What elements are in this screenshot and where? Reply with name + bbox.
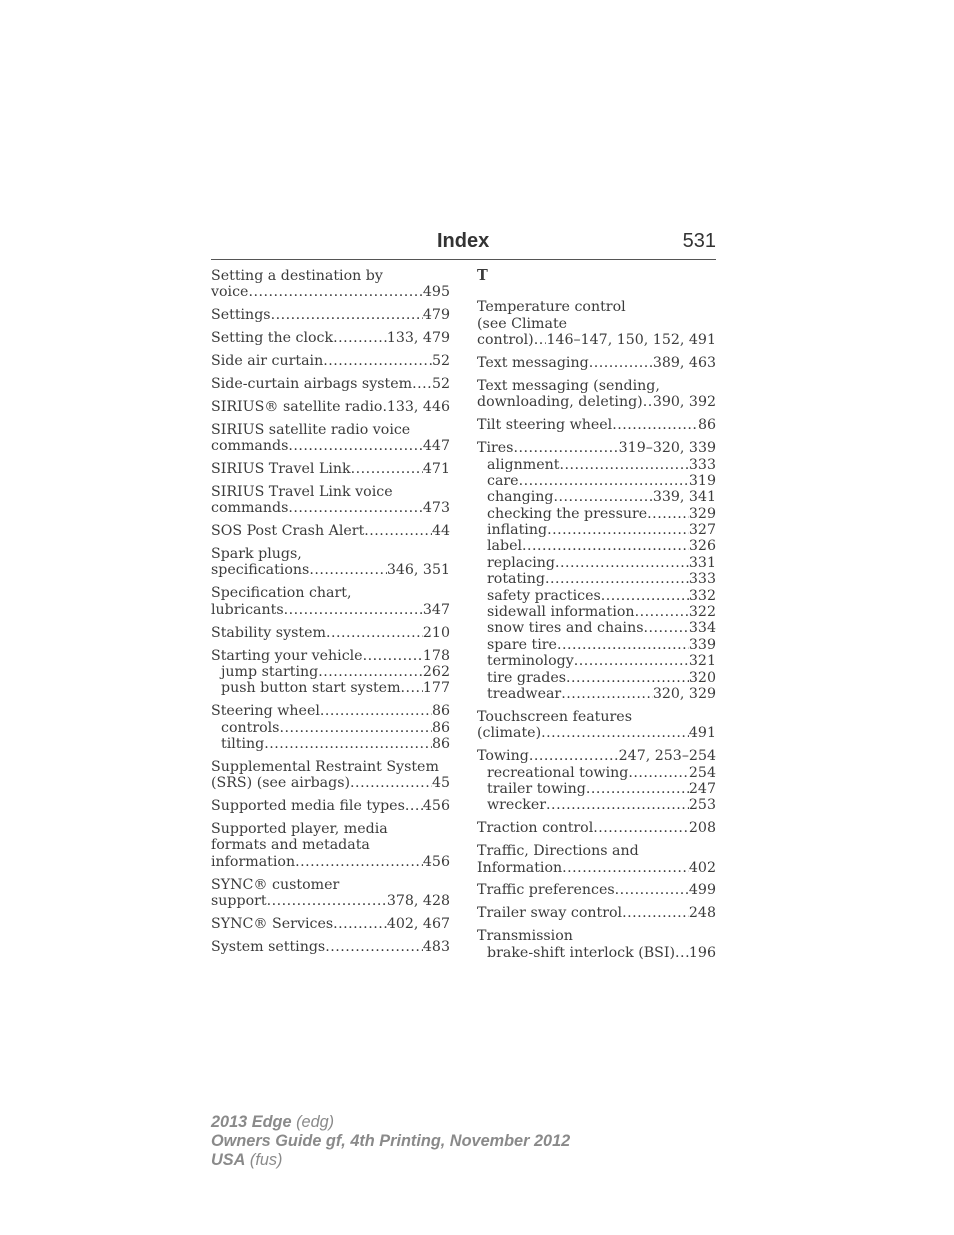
index-term: (SRS) (see airbags): [211, 775, 351, 792]
index-entry-line: [211, 775, 450, 791]
index-subentry: [477, 571, 716, 587]
index-entry-line: [211, 523, 450, 539]
index-page-ref: 329: [688, 505, 716, 522]
index-term: Settings: [211, 307, 271, 324]
index-page-ref: 44: [431, 523, 450, 540]
index-entry: [211, 376, 450, 392]
index-term: brake-shift interlock (BSI): [487, 944, 676, 961]
index-page-ref: 52: [431, 375, 450, 392]
index-term: care: [487, 472, 519, 489]
index-term: Traction control: [477, 820, 594, 837]
index-entry-line: [477, 417, 716, 433]
index-entry: [211, 307, 450, 323]
index-subentry: [477, 457, 716, 473]
index-term: replacing: [487, 554, 555, 571]
index-entry-line: [211, 916, 450, 932]
index-page-ref: 146–147, 150, 152, 491: [546, 332, 716, 349]
index-term: SOS Post Crash Alert: [211, 523, 365, 540]
index-subentry: [211, 720, 450, 736]
index-page-ref: 247, 253–254: [618, 748, 716, 765]
dot-leader: [557, 637, 689, 653]
index-term: information: [211, 853, 296, 870]
index-page-ref: 86: [697, 417, 716, 434]
index-term: Traffic preferences: [477, 882, 615, 899]
index-term-line: Touchscreen features: [477, 708, 632, 725]
index-entry: [477, 299, 716, 348]
index-entry-line: [211, 648, 450, 664]
index-term: Side-curtain airbags system: [211, 375, 413, 392]
index-page-ref: 456: [422, 853, 450, 870]
page-number: 531: [682, 230, 716, 252]
index-page-ref: 326: [688, 538, 716, 555]
dot-leader: [635, 604, 689, 620]
index-term-line: Spark plugs,: [211, 546, 302, 563]
index-term: downloading, deleting): [477, 394, 643, 411]
index-page-ref: 177: [422, 680, 450, 697]
index-entry-line: [211, 399, 450, 415]
dot-leader: [248, 284, 422, 300]
index-entry: [211, 821, 450, 870]
index-page-ref: 495: [422, 284, 450, 301]
index-term-line: (see Climate: [477, 315, 568, 332]
index-entry-line: [477, 355, 716, 371]
index-page-ref: 499: [688, 882, 716, 899]
dot-leader: [541, 725, 689, 741]
index-subentry: [477, 653, 716, 669]
index-page-ref: 319–320, 339: [618, 440, 716, 457]
index-term: voice: [211, 284, 249, 301]
dot-leader: [612, 417, 698, 433]
index-subentry: [477, 555, 716, 571]
dot-leader: [325, 939, 423, 955]
index-term: rotating: [487, 571, 545, 588]
dot-leader: [566, 670, 689, 686]
index-subentry: [211, 664, 450, 680]
dot-leader: [326, 625, 423, 641]
index-term: SIRIUS® satellite radio: [211, 398, 383, 415]
index-term: Stability system: [211, 624, 326, 641]
dot-leader: [615, 882, 689, 898]
index-page-ref: 339: [688, 636, 716, 653]
index-term: Setting the clock: [211, 330, 334, 347]
index-page-ref: 471: [422, 461, 450, 478]
index-term: snow tires and chains: [487, 620, 644, 637]
index-entry: [211, 877, 450, 910]
index-subentry: [477, 945, 716, 961]
dot-leader: [363, 648, 423, 664]
index-page-ref: 210: [422, 624, 450, 641]
dot-leader: [675, 945, 689, 961]
index-entry: [211, 546, 450, 579]
dot-leader: [364, 523, 432, 539]
dot-leader: [519, 473, 689, 489]
index-term: changing: [487, 489, 554, 506]
index-entry: [211, 759, 450, 792]
index-page-ref: 248: [688, 905, 716, 922]
index-subentry: [477, 489, 716, 505]
footer-guide: Owners Guide gf, 4th Printing, November 2012: [211, 1132, 571, 1150]
index-subentry: [477, 473, 716, 489]
index-entry-line: [477, 820, 716, 836]
dot-leader: [647, 506, 689, 522]
index-entry: [477, 355, 716, 371]
index-page-ref: 320, 329: [652, 686, 716, 702]
index-term: treadwear: [487, 686, 562, 702]
index-page-ref: 331: [688, 554, 716, 571]
index-page-ref: 133, 446: [386, 398, 450, 415]
index-page-ref: 322: [688, 604, 716, 621]
index-subentry: [477, 506, 716, 522]
footer-model-code: (edg): [291, 1113, 335, 1131]
dot-leader: [554, 489, 653, 505]
index-page-ref: 334: [688, 620, 716, 637]
index-entry-line: [477, 905, 716, 921]
index-page-ref: 321: [688, 653, 716, 670]
dot-leader: [628, 765, 689, 781]
index-term: Tilt steering wheel: [477, 417, 613, 434]
index-page-ref: 378, 428: [386, 893, 450, 910]
index-page-ref: 196: [688, 944, 716, 961]
index-term-line: Traffic, Directions and: [477, 843, 639, 860]
index-subentry: [477, 781, 716, 797]
page-footer: [211, 1113, 570, 1170]
index-entry: [211, 461, 450, 477]
index-term: System settings: [211, 938, 326, 955]
index-entry-line: [211, 625, 450, 641]
dot-leader: [309, 562, 387, 578]
index-term: commands: [211, 500, 289, 517]
index-page-ref: 402: [688, 859, 716, 876]
footer-line-1: [211, 1113, 570, 1132]
index-subentry: [477, 797, 716, 813]
index-entry: [477, 440, 716, 702]
index-term: label: [487, 538, 523, 555]
index-entry: [211, 585, 450, 618]
index-entry: [477, 882, 716, 898]
index-term: Starting your vehicle: [211, 647, 363, 664]
dot-leader: [401, 680, 423, 696]
index-term: Tires: [477, 440, 514, 457]
index-page-ref: 402, 467: [386, 916, 450, 932]
index-term-line: formats and metadata: [211, 837, 370, 854]
index-term: control): [477, 332, 534, 349]
index-subentry: [477, 686, 716, 702]
index-entry: [477, 378, 716, 411]
index-term: Supported media file types: [211, 798, 405, 815]
footer-line-3: [211, 1151, 570, 1170]
index-entry: [211, 399, 450, 415]
index-page-ref: 491: [688, 725, 716, 742]
index-term: spare tire: [487, 636, 557, 653]
dot-leader: [547, 522, 689, 538]
index-term: SIRIUS Travel Link: [211, 461, 351, 478]
index-subentry: [477, 538, 716, 554]
dot-leader: [643, 394, 653, 410]
dot-leader: [529, 748, 619, 764]
index-entry: [211, 916, 450, 932]
index-page-ref: 347: [422, 601, 450, 618]
index-term: push button start system: [221, 680, 401, 697]
index-term: support: [211, 893, 267, 910]
index-term: tire grades: [487, 669, 567, 686]
footer-line-2: [211, 1132, 570, 1151]
index-page-ref: 390, 392: [652, 394, 716, 411]
index-entry-line: [211, 798, 450, 814]
index-term: checking the pressure: [487, 505, 648, 522]
index-entry: [211, 798, 450, 814]
index-entry-line: [211, 893, 450, 909]
index-term-line: Supported player, media: [211, 821, 388, 838]
index-page-ref: 473: [422, 500, 450, 517]
index-entry: [211, 484, 450, 517]
index-page-ref: 332: [688, 587, 716, 604]
index-subentry: [477, 604, 716, 620]
index-term: Trailer sway control: [477, 905, 623, 922]
index-page-ref: 52: [431, 353, 450, 370]
index-page-ref: 208: [688, 820, 716, 837]
dot-leader: [271, 307, 423, 323]
dot-leader: [333, 330, 387, 346]
index-entry-line: [211, 854, 450, 870]
dot-leader: [351, 461, 423, 477]
dot-leader: [318, 664, 423, 680]
index-subentry: [477, 522, 716, 538]
index-entry: [211, 353, 450, 369]
dot-leader: [333, 916, 387, 932]
index-entry-line: [477, 860, 716, 876]
dot-leader: [522, 538, 689, 554]
dot-leader: [279, 720, 431, 736]
dot-leader: [350, 775, 432, 791]
index-entry: [477, 843, 716, 876]
dot-leader: [622, 905, 689, 921]
index-term: Towing: [477, 748, 529, 765]
index-page-ref: 262: [422, 663, 450, 680]
index-page-ref: 86: [431, 703, 450, 720]
dot-leader: [284, 602, 423, 618]
index-entry: [211, 939, 450, 955]
footer-market: USA: [211, 1151, 246, 1169]
index-term: lubricants: [211, 601, 284, 618]
index-term: alignment: [487, 456, 560, 473]
index-term: safety practices: [487, 587, 601, 604]
dot-leader: [586, 781, 689, 797]
index-subentry: [477, 620, 716, 636]
index-term: Side air curtain: [211, 353, 324, 370]
dot-leader: [593, 820, 689, 836]
index-entry-line: [211, 330, 450, 346]
index-page-ref: 86: [431, 735, 450, 752]
index-entry: [477, 748, 716, 814]
index-term: inflating: [487, 522, 548, 539]
index-page-ref: 456: [422, 798, 450, 815]
index-entry: [211, 330, 450, 346]
dot-leader: [561, 686, 653, 702]
index-entry-line: [477, 748, 716, 764]
index-term: SYNC® Services: [211, 916, 334, 932]
index-page-ref: 333: [688, 456, 716, 473]
index-page-ref: 178: [422, 647, 450, 664]
index-entry: [477, 417, 716, 433]
index-term: commands: [211, 438, 289, 455]
index-entry-line: [477, 332, 716, 348]
index-page-ref: 253: [688, 797, 716, 814]
index-subentry: [477, 588, 716, 604]
index-term: (climate): [477, 725, 542, 742]
footer-model: 2013 Edge: [211, 1113, 292, 1131]
dot-leader: [295, 854, 423, 870]
index-subentry: [211, 736, 450, 752]
index-page-ref: 320: [688, 669, 716, 686]
index-subentry: [211, 680, 450, 696]
index-term: Information: [477, 859, 563, 876]
index-term: terminology: [487, 653, 574, 670]
index-entry: [211, 422, 450, 455]
index-page-ref: 346, 351: [386, 562, 450, 579]
dot-leader: [555, 555, 689, 571]
index-entry-line: [211, 284, 450, 300]
index-entry-line: [211, 500, 450, 516]
page-title: Index: [437, 230, 490, 252]
dot-leader: [589, 355, 653, 371]
index-page-ref: 86: [431, 719, 450, 736]
index-entry: [477, 905, 716, 921]
index-entry-line: [211, 353, 450, 369]
index-entry: [211, 648, 450, 697]
index-term-line: SIRIUS satellite radio voice: [211, 421, 411, 438]
index-entry-line: [477, 725, 716, 741]
index-entry-line: [477, 394, 716, 410]
index-term-line: SYNC® customer: [211, 876, 340, 893]
dot-leader: [267, 893, 387, 909]
section-letter: T: [477, 267, 488, 284]
index-page-ref: 479: [422, 307, 450, 324]
index-term: wrecker: [487, 797, 547, 814]
index-term: specifications: [211, 562, 310, 579]
dot-leader: [288, 438, 423, 454]
footer-market-code: (fus): [245, 1151, 283, 1169]
index-page-ref: 389, 463: [652, 355, 716, 372]
index-entry: [211, 523, 450, 539]
index-term: Steering wheel: [211, 703, 320, 720]
dot-leader: [323, 353, 432, 369]
dot-leader: [513, 440, 618, 456]
index-term-line: Transmission: [477, 928, 573, 945]
index-subentry: [477, 637, 716, 653]
index-page-ref: 327: [688, 522, 716, 539]
index-entry-line: [211, 939, 450, 955]
index-term: sidewall information: [487, 604, 635, 621]
index-page-ref: 447: [422, 438, 450, 455]
index-page-ref: 247: [688, 780, 716, 797]
index-page-ref: 254: [688, 764, 716, 781]
dot-leader: [574, 653, 689, 669]
index-page-ref: 339, 341: [652, 489, 716, 506]
index-subentry: [477, 765, 716, 781]
index-column-right: [477, 268, 716, 967]
index-term: Text messaging: [477, 355, 589, 372]
dot-leader: [534, 332, 547, 348]
index-subentry: [477, 670, 716, 686]
index-term-line: SIRIUS Travel Link voice: [211, 483, 393, 500]
index-term-line: Temperature control: [477, 299, 626, 316]
index-entry: [477, 820, 716, 836]
index-entry-line: [477, 440, 716, 456]
index-page-ref: 333: [688, 571, 716, 588]
index-term-line: Specification chart,: [211, 585, 352, 602]
page-header: [211, 228, 716, 260]
index-page-ref: 45: [431, 775, 450, 792]
index-term: recreational towing: [487, 764, 629, 781]
index-entry-line: [211, 703, 450, 719]
index-term: jump starting: [221, 663, 319, 680]
index-term: tilting: [221, 735, 265, 752]
index-term: trailer towing: [487, 780, 586, 797]
dot-leader: [288, 500, 423, 516]
index-term-line: Supplemental Restraint System: [211, 758, 439, 775]
index-entry-line: [211, 461, 450, 477]
index-entry: [211, 703, 450, 752]
index-page-ref: 319: [688, 472, 716, 489]
index-term-line: Setting a destination by: [211, 268, 383, 284]
dot-leader: [405, 798, 423, 814]
index-term: controls: [221, 719, 280, 736]
dot-leader: [264, 736, 432, 752]
index-entry-line: [211, 562, 450, 578]
index-entry: [211, 268, 450, 301]
index-entry-line: [211, 307, 450, 323]
index-entry: [477, 709, 716, 742]
index-entry: [477, 928, 716, 961]
dot-leader: [412, 376, 432, 392]
index-term-line: Text messaging (sending,: [477, 377, 660, 394]
index-column-left: [211, 268, 450, 962]
dot-leader: [320, 703, 432, 719]
dot-leader: [546, 797, 689, 813]
index-entry-line: [211, 602, 450, 618]
index-page-ref: 483: [422, 938, 450, 955]
index-entry-line: [211, 438, 450, 454]
index-entry: [211, 625, 450, 641]
index-entry-line: [211, 376, 450, 392]
index-page-ref: 133, 479: [386, 330, 450, 347]
dot-leader: [562, 860, 689, 876]
index-entry-line: [477, 882, 716, 898]
dot-leader: [545, 571, 689, 587]
dot-leader: [559, 457, 688, 473]
dot-leader: [644, 620, 689, 636]
dot-leader: [601, 588, 689, 604]
